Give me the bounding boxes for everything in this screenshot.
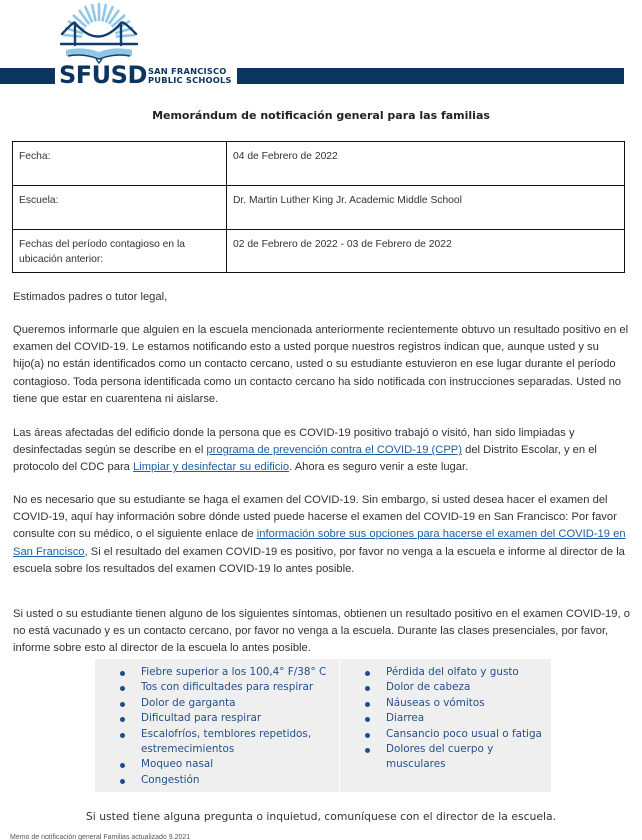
paragraph-testing [13,492,631,578]
sfusd-subtitle [148,67,232,85]
cleaning-text-2: del Distrito Escolar, y en el protocolo del CDC para [13,444,597,474]
letterhead [0,0,642,92]
bullet-icon [120,702,125,707]
testing-text-1: No es necesario que su estudiante se haga el examen del COVID-19. Sin embargo, si usted desea hacer el examen del COVID-19, aquí hay información sobre dónde usted puede hacerse el examen del COVID-19 en San Francisco: Por favor consulte con su médico, o el siguiente enlace de [13,494,617,541]
memo-title: Memorándum de notificación general para las familias [152,109,490,122]
sfusd-subtitle-line2: PUBLIC SCHOOLS [148,75,232,85]
symptom-item: Dificultad para respirar [95,711,339,726]
symptom-item: Moqueo nasal [95,757,339,772]
symptom-item: Pérdida del olfato y gusto [340,665,551,680]
date-label: Fecha: [13,142,227,186]
sfusd-wordmark: SFUSD [59,61,147,89]
bullet-icon [120,717,125,722]
paragraph-notification: Queremos informarle que alguien en la escuela mencionada anteriormente recientemente obtuvo un resultado positivo en el examen del COVID-19. Le estamos notificando esto a usted porque nuestros registros indican que, aunque usted y su hijo(a) no están identificados como un contacto cercano, usted o su estudiante estuvieron en ese lugar durante el período contagioso. Toda persona identificada como un contacto cercano ha sido notificada con instrucciones separadas. Usted no tiene que estar en cuarentena ni aislarse. [13,324,629,405]
symptom-item: Náuseas o vómitos [340,696,551,711]
table-row-date [13,142,625,186]
cleaning-text-1: Las áreas afectadas del edificio donde la persona que es COVID-19 positivo trabajó o visitó, han sido limpiadas y desinfectadas según se describe en el [13,427,575,457]
sfusd-bridge-logo-icon [58,0,140,64]
sfusd-subtitle-line1: SAN FRANCISCO [148,66,227,76]
bullet-icon [120,686,125,691]
table-row-contagious-period [13,230,625,273]
symptom-item: Cansancio poco usual o fatiga [340,727,551,742]
school-value: Dr. Martin Luther King Jr. Academic Middle School [227,186,625,230]
bullet-icon [365,717,370,722]
symptoms-column-right [340,659,551,792]
table-row-school [13,186,625,230]
testing-text-2: , Si el resultado del examen COVID-19 es positivo, por favor no venga a la escuela e informe al director de la escuela sobre los resultados del examen COVID-19 lo antes posible. [13,545,625,575]
symptom-item: Tos con dificultades para respirar [95,680,339,695]
symptom-item: Dolor de cabeza [340,680,551,695]
closing-line: Si usted tiene alguna pregunta o inquietud, comuníquese con el director de la escuela. [85,810,557,823]
symptom-item: Dolor de garganta [95,696,339,711]
symptom-item: Escalofríos, temblores repetidos, estremecimientos [95,727,339,758]
header-bar-left [0,68,55,84]
bullet-icon [120,671,125,676]
bullet-icon [365,686,370,691]
header-bar-right [237,68,624,84]
bullet-icon [120,733,125,738]
bullet-icon [365,748,370,753]
cleaning-text-3: . Ahora es seguro venir a este lugar. [289,461,469,474]
date-value: 04 de Febrero de 2022 [227,142,625,186]
bullet-icon [365,733,370,738]
bullet-icon [365,702,370,707]
memo-info-table [12,141,625,273]
contagious-period-label: Fechas del período contagioso en la ubicación anterior: [13,230,227,273]
cpp-program-link[interactable]: programa de prevención contra el COVID-19 (CPP) [206,444,462,457]
paragraph-cleaning [13,425,631,477]
symptoms-box [95,659,551,792]
symptom-item: Diarrea [340,711,551,726]
testing-options-link[interactable]: información sobre sus opciones para hacerse el examen del COVID-19 en San Francisco [13,528,626,558]
greeting: Estimados padres o tutor legal, [13,291,168,303]
symptom-item: Congestión [95,773,339,788]
symptoms-column-left [95,659,340,792]
bullet-icon [120,763,125,768]
symptom-item: Dolores del cuerpo y musculares [340,742,551,773]
bullet-icon [120,779,125,784]
paragraph-symptoms-intro: Si usted o su estudiante tienen alguno de los siguientes síntomas, obtienen un resultado positivo en el examen COVID-19, o no está vacunado y es un contacto cercano, por favor no venga a la escuela. Durante las clases presenciales, por favor, informe sobre esto al director de la escuela lo antes posible. [13,608,630,655]
page-footer: Memo de notificación general Familias actualizado 9.2021 [10,834,191,840]
school-label: Escuela: [13,186,227,230]
symptom-item: Fiebre superior a los 100,4° F/38° C [95,665,339,680]
contagious-period-value: 02 de Febrero de 2022 - 03 de Febrero de 2022 [227,230,625,273]
cdc-cleaning-link[interactable]: Limpiar y desinfectar su edificio [133,461,290,474]
bullet-icon [365,671,370,676]
